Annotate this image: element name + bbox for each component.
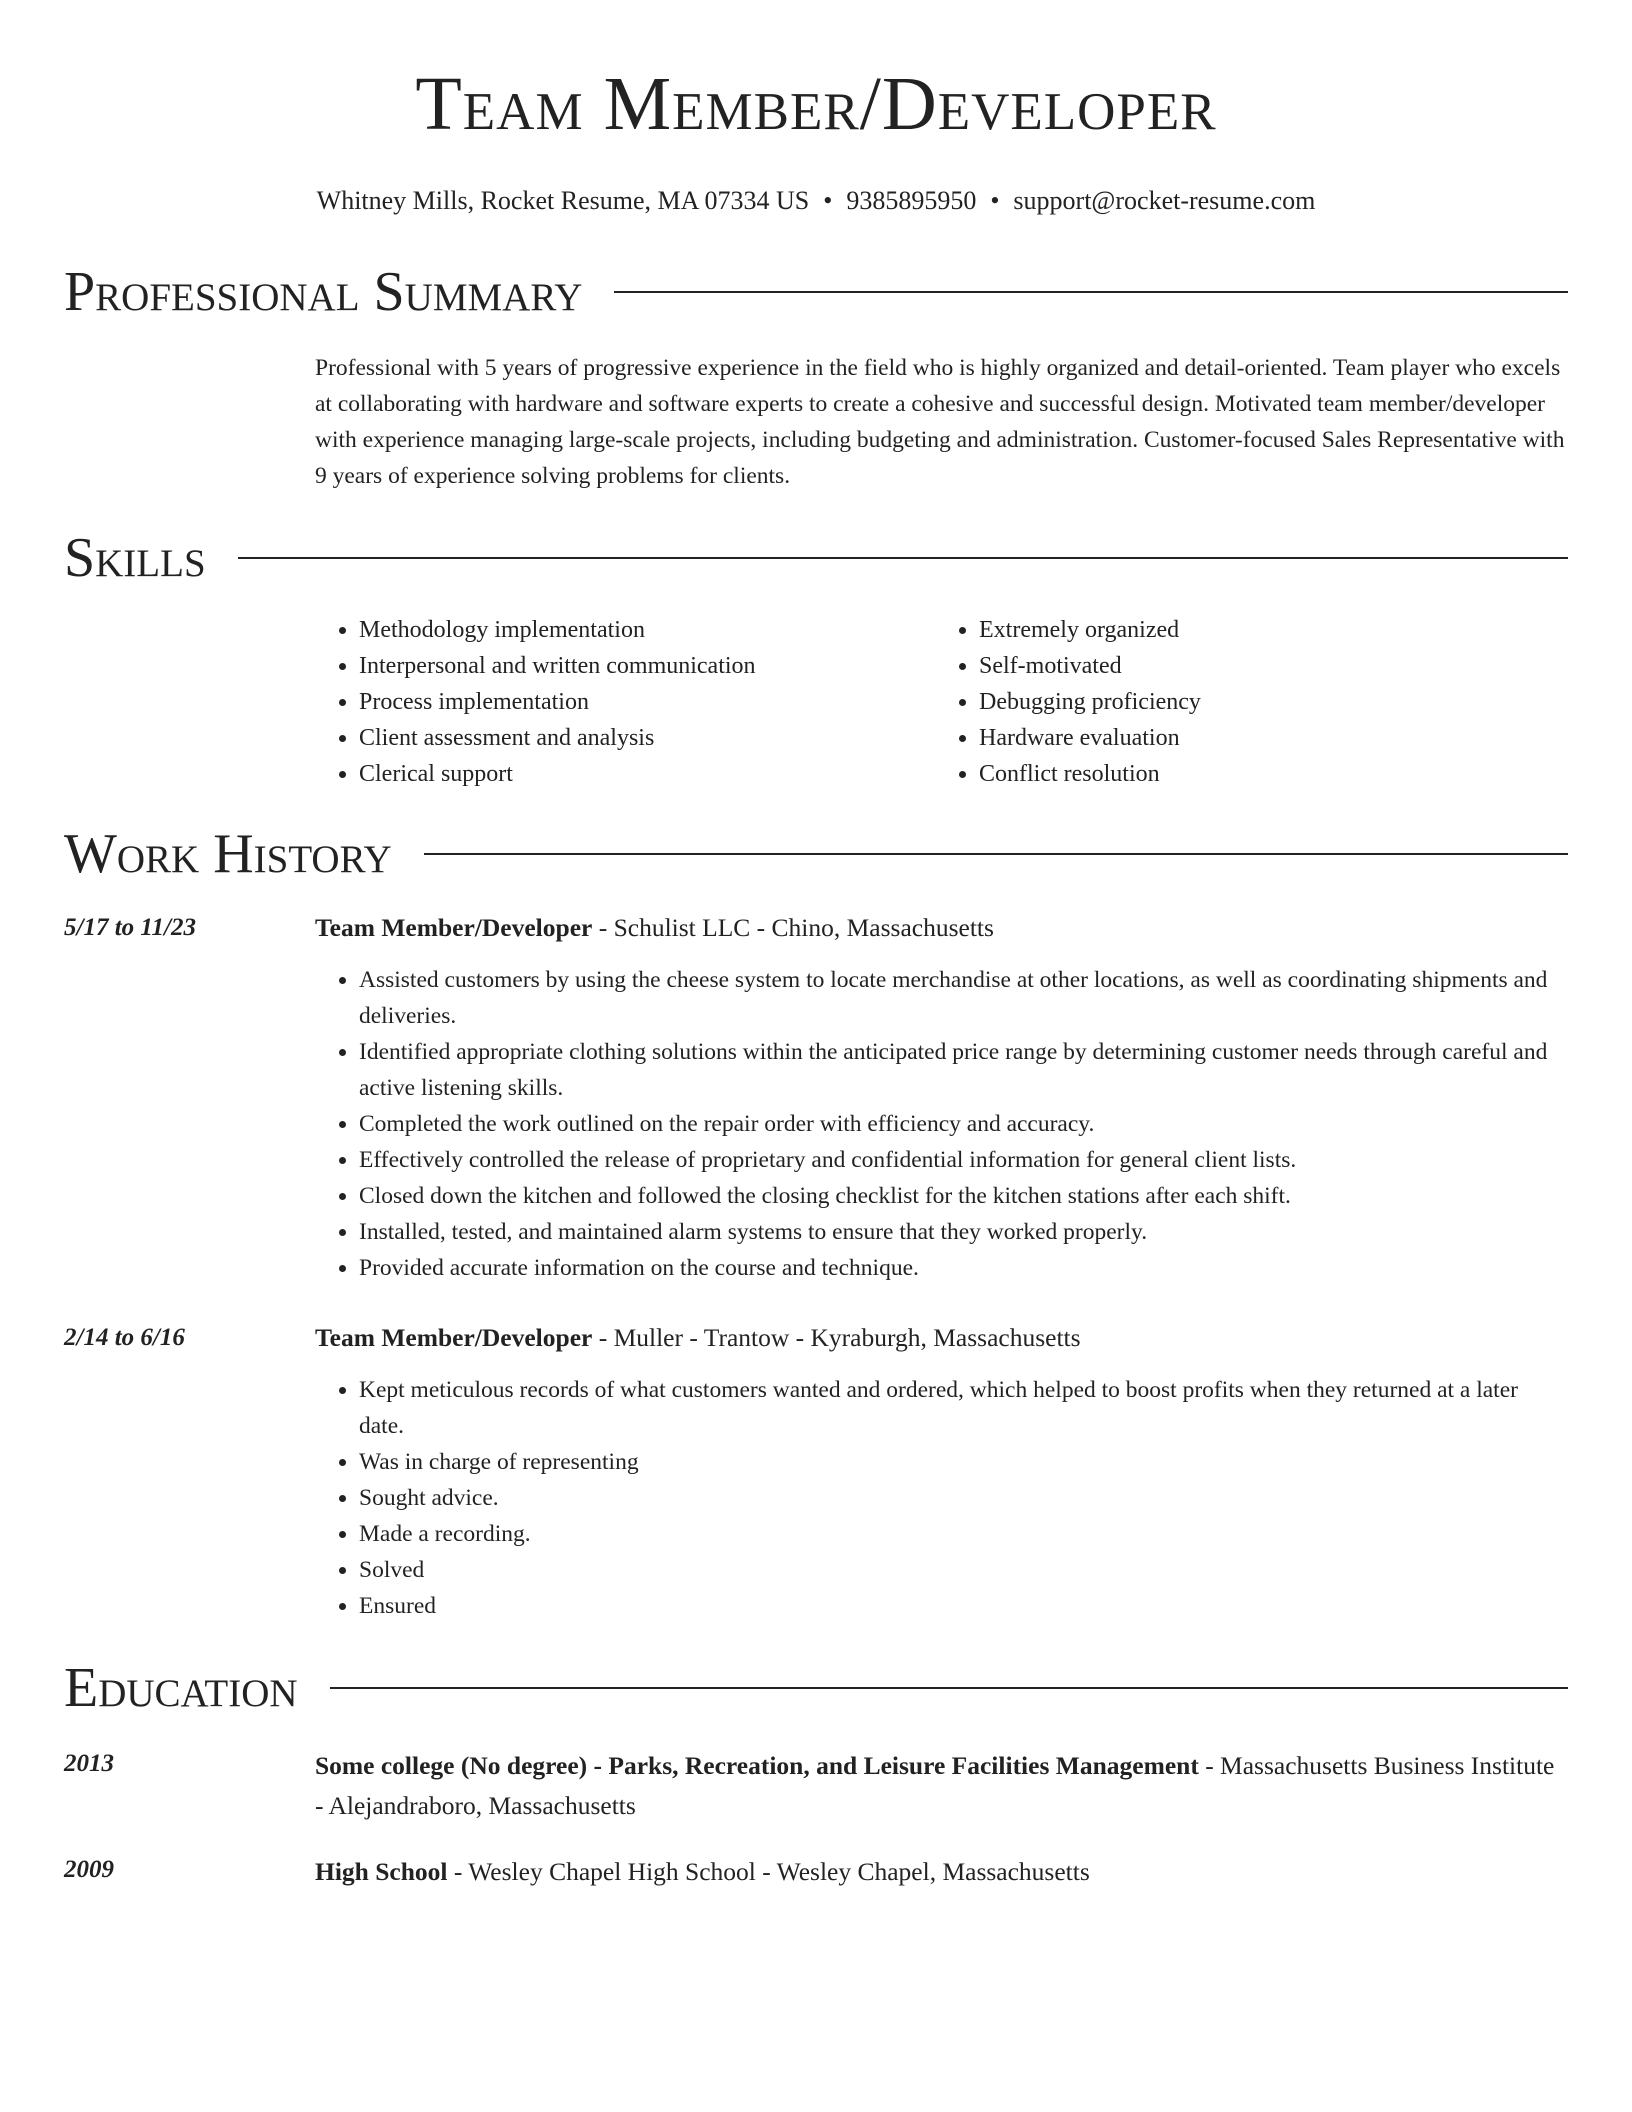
work-heading-row — [64, 820, 1568, 888]
job-bullet: • Sought advice. — [359, 1480, 1568, 1516]
skill-item: • Extremely organized — [979, 612, 1201, 648]
job-bullet: • Provided accurate information on the course and technique. — [359, 1250, 1568, 1286]
skills-list — [315, 612, 1568, 792]
skills-column-1 — [315, 612, 935, 792]
skill-item: • Client assessment and analysis — [359, 720, 935, 756]
job-dates: 2/14 to 6/16 — [64, 1324, 185, 1351]
contact-separator: • — [823, 186, 833, 215]
job-entry — [64, 1320, 1568, 1624]
education-year: 2009 — [64, 1856, 114, 1883]
job-entry — [64, 910, 1568, 1286]
education-school: - Massachusetts Business Institute - Alejandraboro, Massachusetts — [315, 1751, 1555, 1820]
contact-line — [64, 184, 1568, 218]
job-bullet: • Assisted customers by using the cheese system to locate merchandise at other locations, as well as coordinating shipments and deliveries. — [359, 962, 1568, 1034]
section-divider — [238, 557, 1568, 559]
education-heading: Education — [64, 1657, 298, 1719]
skill-item: • Clerical support — [359, 756, 935, 792]
summary-section — [64, 258, 1568, 494]
skills-section — [64, 524, 1568, 792]
job-employer: - Schulist LLC - Chino, Massachusetts — [592, 913, 994, 942]
skill-item: • Interpersonal and written communication — [359, 648, 935, 684]
summary-heading: Professional Summary — [64, 261, 583, 323]
skill-item: • Process implementation — [359, 684, 935, 720]
summary-heading-row — [64, 258, 1568, 326]
education-degree: Some college (No degree) - Parks, Recreation, and Leisure Facilities Management — [315, 1751, 1199, 1780]
job-dates: 5/17 to 11/23 — [64, 914, 196, 941]
job-title-line — [315, 910, 1568, 946]
section-divider — [424, 853, 1568, 855]
job-bullet: • Identified appropriate clothing solutions within the anticipated price range by determining customer needs through careful and active listening skills. — [359, 1034, 1568, 1106]
job-bullet: • Solved — [359, 1552, 1568, 1588]
job-bullet: • Completed the work outlined on the repair order with efficiency and accuracy. — [359, 1106, 1568, 1142]
job-bullets — [315, 1372, 1568, 1624]
job-employer: - Muller - Trantow - Kyraburgh, Massachusetts — [592, 1323, 1081, 1352]
education-school: - Wesley Chapel High School - Wesley Chapel, Massachusetts — [447, 1857, 1090, 1886]
education-heading-row — [64, 1654, 1568, 1722]
job-bullet: • Closed down the kitchen and followed the closing checklist for the kitchen stations after each shift. — [359, 1178, 1568, 1214]
resume-name: Team Member/Developer — [415, 62, 1217, 146]
job-bullet: • Was in charge of representing — [359, 1444, 1568, 1480]
education-degree: High School — [315, 1857, 448, 1886]
summary-text: Professional with 5 years of progressive experience in the field who is highly organized and detail-oriented. Team player who excels at collaborating with hardware and software experts to create a cohesive and successful design. Motivated team member/developer with experience managing large-scale projects, including budgeting and administration. Customer-focused Sales Representative with 9 years of experience solving problems for clients. — [315, 355, 1565, 489]
education-year: 2013 — [64, 1750, 114, 1777]
job-title: Team Member/Developer — [315, 913, 593, 942]
skill-item: • Conflict resolution — [979, 756, 1201, 792]
job-title: Team Member/Developer — [315, 1323, 593, 1352]
skill-item: • Debugging proficiency — [979, 684, 1201, 720]
section-divider — [614, 291, 1568, 293]
contact-address: Whitney Mills, Rocket Resume, MA 07334 US — [316, 186, 810, 215]
job-bullet: • Kept meticulous records of what customers wanted and ordered, which helped to boost profits when they returned at a later date. — [359, 1372, 1568, 1444]
skills-column-2 — [935, 612, 1201, 792]
education-section — [64, 1654, 1568, 1892]
education-entry — [64, 1746, 1568, 1826]
education-body — [315, 1852, 1568, 1892]
section-divider — [330, 1687, 1568, 1689]
work-history-section — [64, 820, 1568, 1624]
job-bullet: • Installed, tested, and maintained alarm systems to ensure that they worked properly. — [359, 1214, 1568, 1250]
work-heading: Work History — [64, 823, 392, 885]
skill-item: • Methodology implementation — [359, 612, 935, 648]
job-bullet: • Effectively controlled the release of proprietary and confidential information for general client lists. — [359, 1142, 1568, 1178]
skill-item: • Self-motivated — [979, 648, 1201, 684]
job-bullet: • Made a recording. — [359, 1516, 1568, 1552]
job-title-line — [315, 1320, 1568, 1356]
job-bullet: • Ensured — [359, 1588, 1568, 1624]
skills-heading: Skills — [64, 527, 206, 589]
education-body — [315, 1746, 1568, 1826]
job-body — [315, 1320, 1568, 1624]
contact-email: support@rocket-resume.com — [1013, 186, 1316, 215]
job-bullets — [315, 962, 1568, 1286]
job-body — [315, 910, 1568, 1286]
contact-separator: • — [990, 186, 1000, 215]
skill-item: • Hardware evaluation — [979, 720, 1201, 756]
education-entry — [64, 1852, 1568, 1892]
skills-heading-row — [64, 524, 1568, 592]
contact-phone: 9385895950 — [846, 186, 977, 215]
